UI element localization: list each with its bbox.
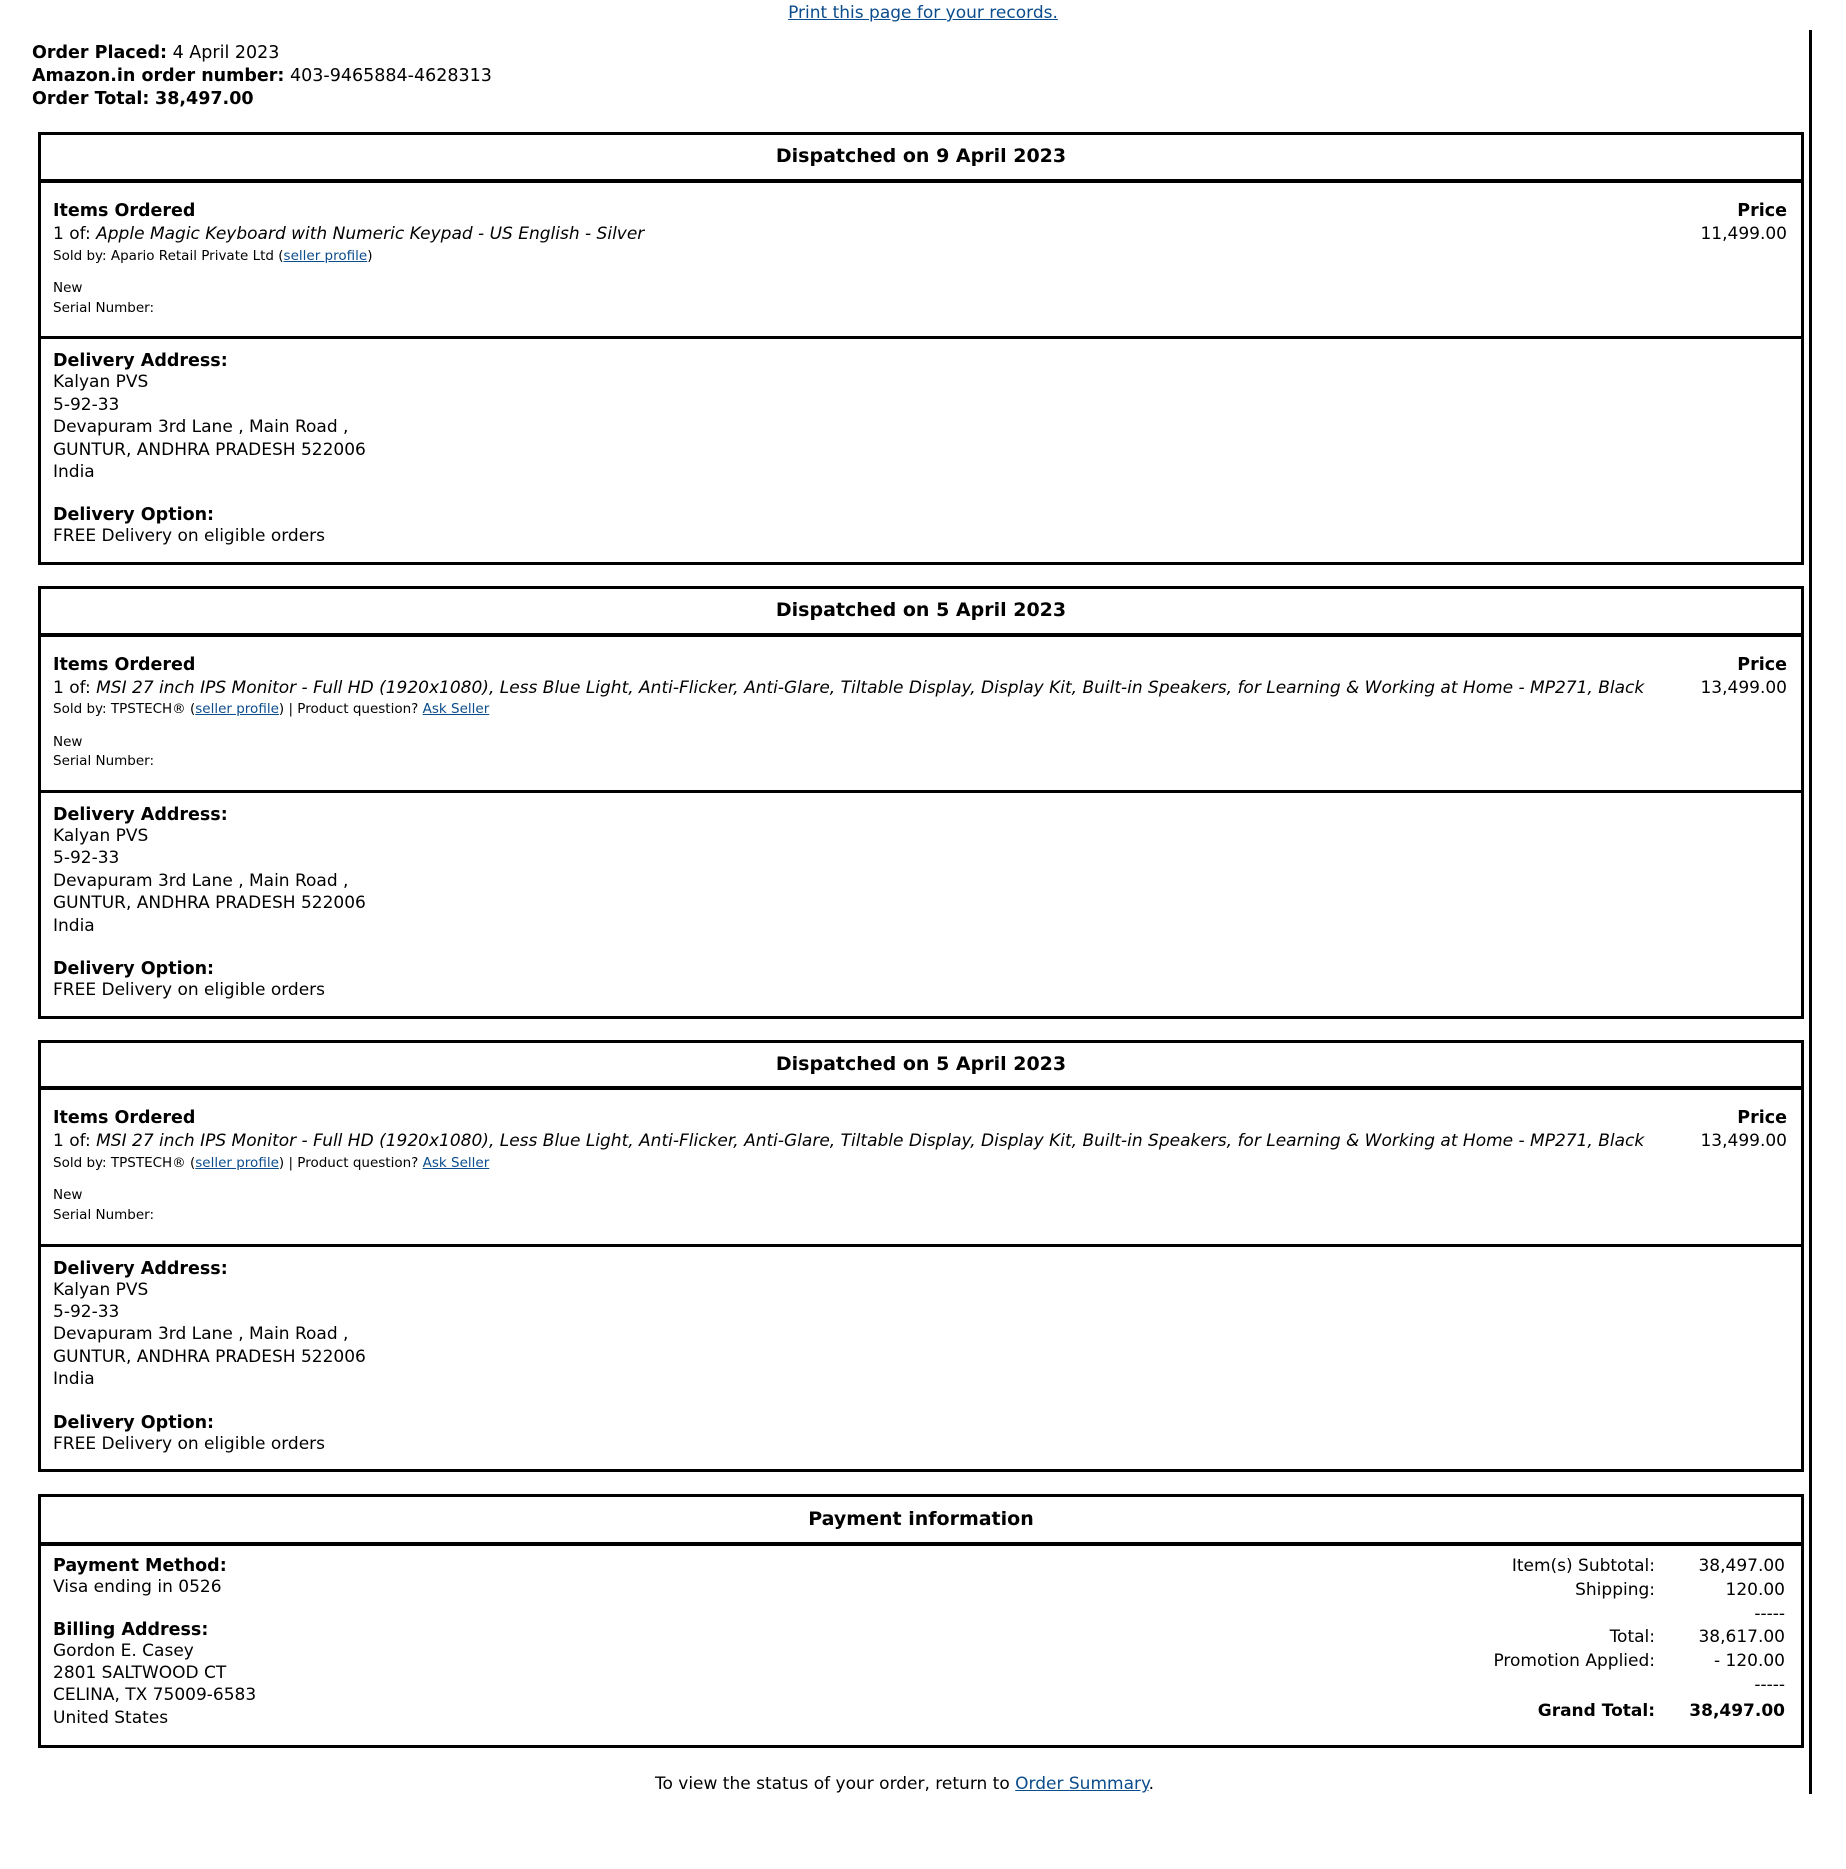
seller-name: Apario Retail Private Ltd [110, 247, 274, 264]
sold-by-prefix: Sold by: [53, 1154, 107, 1171]
total-value: 38,617.00 [1698, 1627, 1785, 1648]
delivery-address-label: Delivery Address: [53, 351, 228, 372]
billing-line2: CELINA, TX 75009-6583 [53, 1685, 257, 1706]
sold-by-prefix: Sold by: [53, 247, 107, 264]
rule-1: ----- [1754, 1603, 1785, 1624]
shipment-block [38, 132, 1804, 565]
subtotal-label: Item(s) Subtotal: [1511, 1556, 1655, 1577]
price-label: Price [1737, 1108, 1787, 1129]
item-condition: New [53, 280, 83, 297]
rule-2-spacer [1493, 1675, 1667, 1699]
order-placed-row [32, 42, 1809, 65]
item-serial-number: Serial Number: [53, 1206, 155, 1223]
item-description [53, 1130, 1700, 1152]
item-title: Apple Magic Keyboard with Numeric Keypad - US English - Silver [96, 224, 645, 245]
shipment-heading: Dispatched on 9 April 2023 [38, 132, 1804, 183]
order-summary-meta [0, 38, 1809, 111]
seller-profile-link[interactable]: seller profile [195, 701, 279, 718]
address-country: India [53, 1369, 95, 1390]
ask-seller-link[interactable]: Ask Seller [422, 701, 490, 718]
totals-row-subtotal [1493, 1556, 1785, 1580]
item-title: MSI 27 inch IPS Monitor - Full HD (1920x1080), Less Blue Light, Anti-Flicker, Anti-Glare, Tiltable Display, Display Kit, Built-in Speakers, for Learning & Working at Home - MP271, Black [96, 1131, 1645, 1152]
billing-country: United States [53, 1707, 169, 1728]
item-condition: New [53, 1187, 83, 1204]
item-condition-block [49, 265, 1791, 318]
items-ordered-section [41, 183, 1801, 339]
address-country: India [53, 915, 95, 936]
order-number-label: Amazon.in order number: [32, 66, 285, 87]
payment-method-value: Visa ending in 0526 [53, 1577, 222, 1598]
order-number-row [32, 65, 1809, 88]
delivery-address-section [41, 1247, 1801, 1470]
address-name: Kalyan PVS [53, 372, 149, 393]
address-line1: 5-92-33 [53, 848, 120, 869]
address-line3: GUNTUR, ANDHRA PRADESH 522006 [53, 893, 366, 914]
delivery-option-value: FREE Delivery on eligible orders [53, 526, 326, 547]
delivery-option-section [49, 1391, 1791, 1455]
item-qty-prefix: 1 of: [53, 224, 91, 245]
delivery-option-label: Delivery Option: [53, 1412, 215, 1433]
items-header-row [49, 201, 1791, 223]
item-serial-number: Serial Number: [53, 753, 155, 770]
subtotal-value: 38,497.00 [1698, 1556, 1785, 1577]
order-page-frame [0, 30, 1812, 1794]
items-header-row [49, 655, 1791, 677]
billing-name: Gordon E. Casey [53, 1640, 194, 1661]
item-sold-by: Sold by: Apario Retail Private Ltd (seller profile) [53, 247, 373, 264]
address-line1: 5-92-33 [53, 1301, 120, 1322]
order-summary-link[interactable]: Order Summary [1015, 1774, 1149, 1795]
address-line1: 5-92-33 [53, 394, 120, 415]
item-condition: New [53, 733, 83, 750]
ask-seller-link[interactable]: Ask Seller [422, 1154, 490, 1171]
footer-text-after: . [1148, 1774, 1155, 1795]
address-line2: Devapuram 3rd Lane , Main Road , [53, 417, 349, 438]
items-ordered-section [41, 637, 1801, 793]
payment-method-label: Payment Method: [53, 1556, 227, 1577]
item-row [49, 223, 1791, 245]
item-price: 11,499.00 [1700, 224, 1787, 245]
order-total-row [32, 88, 1809, 111]
delivery-address-label: Delivery Address: [53, 804, 228, 825]
payment-details [49, 1556, 256, 1729]
total-label: Total: [1609, 1627, 1655, 1648]
billing-address-label: Billing Address: [53, 1619, 209, 1640]
rule-1-spacer [1493, 1604, 1667, 1628]
seller-profile-link[interactable]: seller profile [195, 1154, 279, 1171]
item-condition-block [49, 719, 1791, 772]
totals-row-promotion [1493, 1651, 1785, 1675]
items-header-row [49, 1108, 1791, 1130]
shipment-heading: Dispatched on 5 April 2023 [38, 586, 1804, 637]
address-line3: GUNTUR, ANDHRA PRADESH 522006 [53, 1346, 366, 1367]
billing-address-section [53, 1599, 256, 1730]
items-ordered-label: Items Ordered [53, 201, 196, 222]
item-row [49, 1130, 1791, 1152]
totals-row-rule-1 [1493, 1604, 1785, 1628]
promotion-value: - 120.00 [1713, 1651, 1785, 1672]
address-country: India [53, 462, 95, 483]
grand-total-value: 38,497.00 [1689, 1700, 1785, 1721]
delivery-option-label: Delivery Option: [53, 959, 215, 980]
item-row [49, 677, 1791, 699]
order-totals [1493, 1556, 1793, 1729]
order-total-value: 38,497.00 [155, 89, 254, 110]
payment-information-heading: Payment information [38, 1494, 1804, 1546]
items-ordered-label: Items Ordered [53, 1108, 196, 1129]
order-number-value: 403-9465884-4628313 [289, 66, 492, 87]
totals-row-shipping [1493, 1580, 1785, 1604]
shipment-heading: Dispatched on 5 April 2023 [38, 1040, 1804, 1091]
totals-row-rule-2 [1493, 1675, 1785, 1699]
address-line2: Devapuram 3rd Lane , Main Road , [53, 1324, 349, 1345]
item-sold-by: Sold by: TPSTECH® (seller profile) | Product question? Ask Seller [53, 1154, 490, 1171]
seller-profile-link[interactable]: seller profile [283, 247, 368, 264]
delivery-option-label: Delivery Option: [53, 505, 215, 526]
payment-information-block [38, 1494, 1804, 1748]
shipping-label: Shipping: [1575, 1579, 1655, 1600]
delivery-address-section [41, 793, 1801, 1016]
billing-line1: 2801 SALTWOOD CT [53, 1663, 227, 1684]
shipment-body [38, 1090, 1804, 1472]
items-ordered-label: Items Ordered [53, 654, 196, 675]
order-placed-value: 4 April 2023 [172, 43, 280, 63]
item-qty-prefix: 1 of: [53, 677, 91, 698]
shipment-body [38, 637, 1804, 1019]
price-label: Price [1737, 654, 1787, 675]
delivery-option-value: FREE Delivery on eligible orders [53, 1433, 326, 1454]
print-page-link[interactable]: Print this page for your records. [788, 3, 1058, 23]
item-qty-prefix: 1 of: [53, 1131, 91, 1152]
order-total-label: Order Total: [32, 89, 150, 110]
print-bar [0, 0, 1846, 30]
item-condition-block [49, 1172, 1791, 1225]
order-totals-table [1493, 1556, 1785, 1724]
sold-by-prefix: Sold by: [53, 701, 107, 718]
item-title: MSI 27 inch IPS Monitor - Full HD (1920x1080), Less Blue Light, Anti-Flicker, Anti-Glare, Tiltable Display, Display Kit, Built-in Speakers, for Learning & Working at Home - MP271, Black [96, 677, 1645, 698]
totals-row-total [1493, 1627, 1785, 1651]
order-placed-label: Order Placed: [32, 43, 168, 63]
footer-text-before: To view the status of your order, return to [654, 1774, 1010, 1795]
shipment-block [38, 586, 1804, 1019]
items-ordered-section [41, 1090, 1801, 1246]
shipment-body [38, 183, 1804, 565]
delivery-option-section [49, 937, 1791, 1001]
product-question-label: | Product question? [288, 701, 419, 718]
item-price: 13,499.00 [1700, 677, 1787, 698]
address-name: Kalyan PVS [53, 825, 149, 846]
product-question-label: | Product question? [288, 1154, 419, 1171]
shipping-value: 120.00 [1725, 1579, 1785, 1600]
page-footer [0, 1748, 1809, 1794]
delivery-option-section [49, 483, 1791, 547]
grand-total-label: Grand Total: [1537, 1700, 1655, 1721]
item-description [53, 223, 1700, 245]
address-line3: GUNTUR, ANDHRA PRADESH 522006 [53, 439, 366, 460]
payment-information-body [38, 1546, 1804, 1748]
address-line2: Devapuram 3rd Lane , Main Road , [53, 870, 349, 891]
delivery-option-value: FREE Delivery on eligible orders [53, 980, 326, 1001]
price-label: Price [1737, 201, 1787, 222]
shipment-block [38, 1040, 1804, 1473]
seller-name: TPSTECH® [110, 701, 186, 718]
promotion-label: Promotion Applied: [1493, 1651, 1655, 1672]
item-serial-number: Serial Number: [53, 299, 155, 316]
seller-name: TPSTECH® [110, 1154, 186, 1171]
rule-2: ----- [1754, 1674, 1785, 1695]
item-description [53, 677, 1700, 699]
totals-row-grand-total [1493, 1699, 1785, 1725]
delivery-address-section [41, 339, 1801, 562]
delivery-address-label: Delivery Address: [53, 1258, 228, 1279]
item-sold-by: Sold by: TPSTECH® (seller profile) | Product question? Ask Seller [53, 701, 490, 718]
item-price: 13,499.00 [1700, 1131, 1787, 1152]
address-name: Kalyan PVS [53, 1279, 149, 1300]
